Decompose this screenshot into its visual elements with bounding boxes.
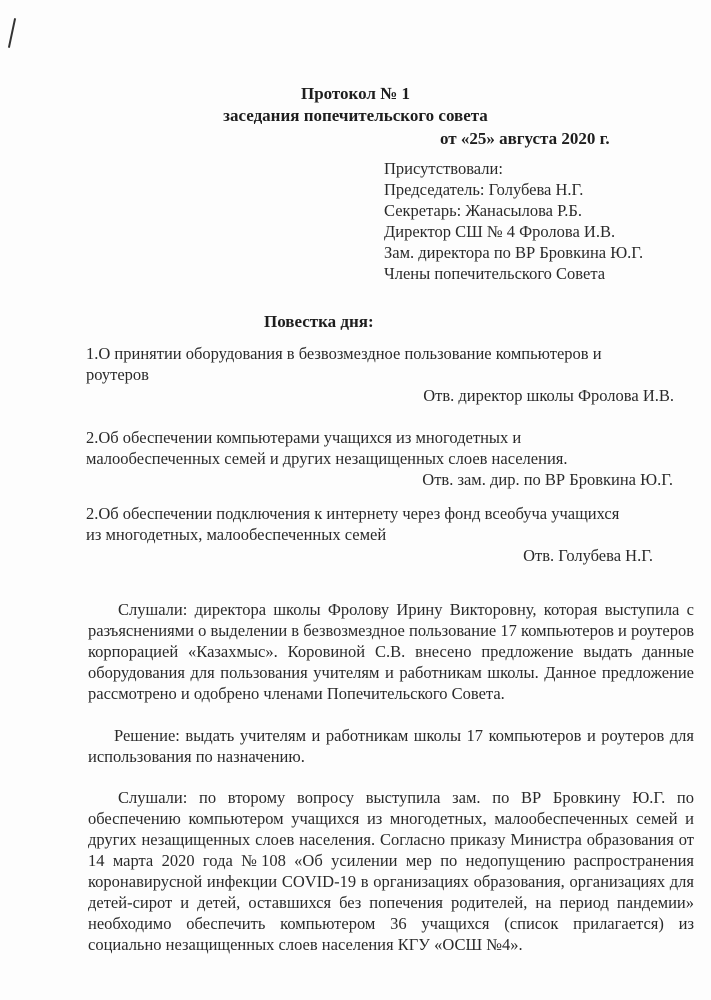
attendees-heading: Присутствовали: [384,159,503,178]
attendee-chair: Председатель: Голубева Н.Г. [384,180,584,199]
agenda-item-2-line1: 2.Об обеспечении компьютерами учащихся из многодетных и [86,428,522,447]
protocol-date: от «25» августа 2020 г. [440,129,610,148]
agenda-item-3-responsible: Отв. Голубева Н.Г. [523,546,653,565]
pen-mark [8,18,16,48]
agenda-item-1-responsible: Отв. директор школы Фролова И.В. [423,386,674,405]
heard-paragraph-2 [88,787,694,955]
decision-paragraph-1 [88,725,694,767]
attendee-deputy: Зам. директора по ВР Бровкина Ю.Г. [384,243,644,262]
heard-1-text: Слушали: директора школы Фролову Ирину Викторовну, которая выступила с разъяснениями о выделении в безвозмездное пользование 17 компьютеров и роутеров корпорацией «Казахмыс». Коровиной С.В. внесено предложение выдать данные оборудования для пользования учителям и работникам школы. Данное предложение рассмотрено и одобрено членами Попечительского Совета. [88,600,694,703]
agenda-item-1-line2: роутеров [86,365,149,384]
protocol-subtitle: заседания попечительского совета [223,106,488,125]
attendee-director: Директор СШ № 4 Фролова И.В. [384,222,616,241]
agenda-item-2-line2: малообеспеченных семей и других незащищенных слоев населения. [86,449,568,468]
protocol-title: Протокол № 1 [300,84,411,103]
agenda-item-1-line1: 1.О принятии оборудования в безвозмездное пользование компьютеров и [86,344,602,363]
attendee-secretary: Секретарь: Жанасылова Р.Б. [384,201,582,220]
heard-2-text: Слушали: по второму вопросу выступила зам. по ВР Бровкину Ю.Г. по обеспечению компьютером учащихся из многодетных, малообеспеченных семей и других незащищенных слоев населения. Согласно приказу Министра образования от 14 марта 2020 года №108 «Об усилении мер по недопущению распространения коронавирусной инфекции COVID-19 в организациях образования, организациях для детей-сирот и детей, оставшихся без попечения родителей, на период пандемии» необходимо обеспечить компьютером 36 учащихся (список прилагается) из социально незащищенных слоев населения КГУ «ОСШ №4». [88,788,694,954]
agenda-item-2-responsible: Отв. зам. дир. по ВР Бровкина Ю.Г. [422,470,673,489]
attendee-members: Члены попечительского Совета [384,264,606,283]
heard-paragraph-1 [88,599,694,704]
attendees-block [384,158,643,284]
agenda-item-3-line1: 2.Об обеспечении подключения к интернету через фонд всеобуча учащихся [86,504,620,523]
agenda-item-3-line2: из многодетных, малообеспеченных семей [86,525,387,544]
decision-1-text: Решение: выдать учителям и работникам школы 17 компьютеров и роутеров для использования по назначению. [88,726,694,766]
agenda-heading: Повестка дня: [264,312,374,331]
